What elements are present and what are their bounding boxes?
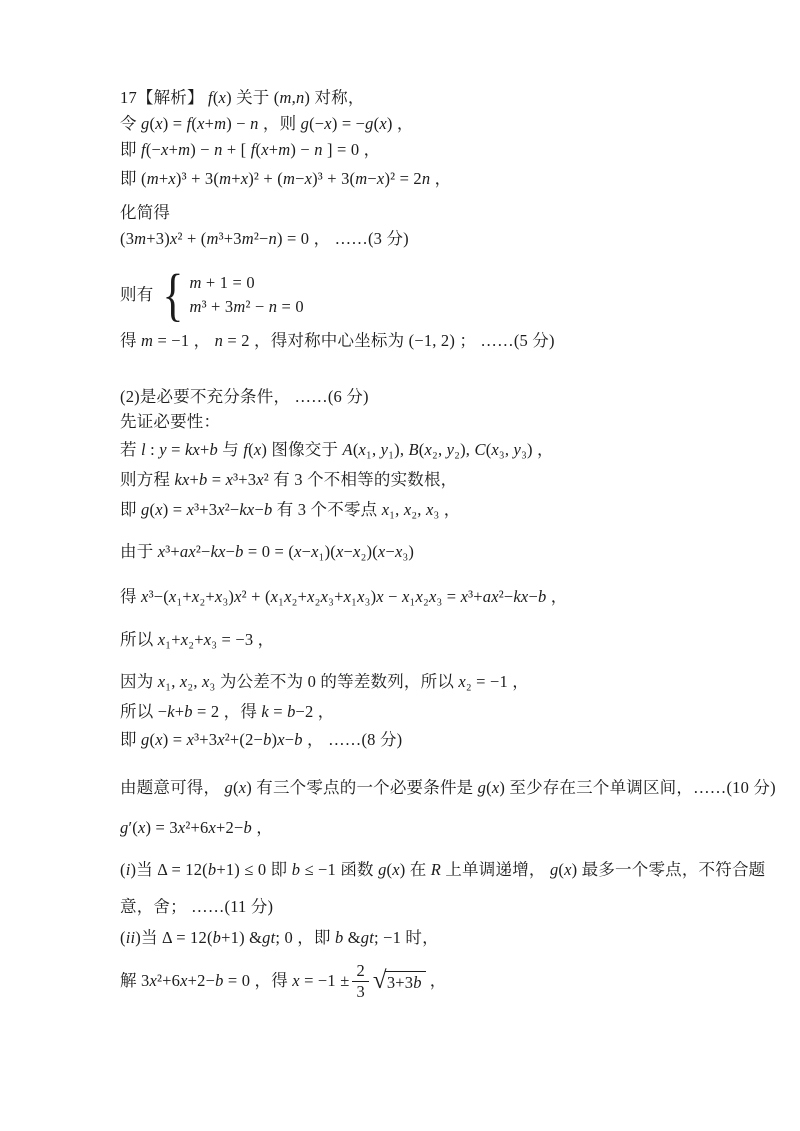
- solution-line: 若 l : y = kx+b 与 f(x) 图像交于 A(x₁, y₁), B(x₂, y₂), C(x₃, y₃) ，: [120, 440, 554, 459]
- solution-line-score-8: 即 g(x) = x³+3x²+(2−b)x−b ， ……(8 分): [120, 730, 403, 749]
- solution-line: 所以 x₁+x₂+x₃ = −3 ，: [120, 630, 275, 649]
- solution-line: 即 g(x) = x³+3x²−kx−b 有 3 个不零点 x₁, x₂, x₃ ，: [120, 500, 461, 519]
- left-brace-glyph: {: [162, 261, 184, 327]
- solution-line: 得 x³−(x₁+x₂+x₃)x² + (x₁x₂+x₂x₃+x₁x₃)x − x₁x₂x₃ = x³+ax²−kx−b ，: [120, 587, 568, 606]
- equation-system-stack: [189, 274, 303, 316]
- solution-line: 化简得: [120, 203, 171, 222]
- solution-line-score-5: 得 m = −1 ， n = 2 ，得对称中心坐标为 (−1, 2) ； ……(5 分): [120, 331, 555, 350]
- final-equation-lead: 解 3x²+6x+2−b = 0 ，得 x = −1 ±: [120, 970, 350, 990]
- solution-line: 则方程 kx+b = x³+3x² 有 3 个不相等的实数根，: [120, 470, 458, 489]
- equation-system: [120, 262, 304, 328]
- solution-line: 先证必要性：: [120, 412, 221, 431]
- solution-line-derivative: g′(x) = 3x²+6x+2−b ，: [120, 818, 273, 837]
- final-equation-tail: ，: [429, 970, 447, 990]
- solution-line: 即 (m+x)³ + 3(m+x)² + (m−x)³ + 3(m−x)² = 2n ，: [120, 169, 452, 188]
- square-root: [372, 966, 426, 994]
- radicand: 3+3b: [385, 971, 426, 992]
- fraction: [352, 962, 368, 1000]
- solution-line: 即 f(−x+m) − n + [ f(x+m) − n ] = 0 ，: [120, 140, 381, 159]
- solution-line: 所以 −k+b = 2 ，得 k = b−2 ，: [120, 702, 335, 721]
- equation-system-prefix: 则有: [120, 284, 154, 304]
- solution-line: 由于 x³+ax²−kx−b = 0 = (x−x₁)(x−x₂)(x−x₃): [120, 542, 415, 561]
- fraction-denominator: 3: [356, 981, 365, 1001]
- radical-sign-glyph: √: [372, 966, 387, 994]
- fraction-numerator: 2: [352, 962, 368, 981]
- solution-line-intro: 17【解析】 f(x) 关于 (m,n) 对称，: [120, 88, 365, 107]
- solution-line: 因为 x₁, x₂, x₃ 为公差不为 0 的等差数列，所以 x₂ = −1 ，: [120, 672, 529, 691]
- solution-line-score-3: (3m+3)x² + (m³+3m²−n) = 0 ， ……(3 分): [120, 229, 409, 248]
- solution-line-case-ii: (ii)当 Δ = 12(b+1) &gt; 0 ，即 b &gt; −1 时，: [120, 928, 439, 947]
- equation-2: m³ + 3m² − n = 0: [189, 297, 304, 316]
- solution-line: 令 g(x) = f(x+m) − n ，则 g(−x) = −g(x) ，: [120, 114, 414, 133]
- solution-line-case-i: (i)当 Δ = 12(b+1) ≤ 0 即 b ≤ −1 函数 g(x) 在 R 上单调递增， g(x) 最多一个零点，不符合题: [120, 860, 766, 879]
- equation-1: m + 1 = 0: [189, 272, 255, 292]
- solution-line-part2: (2)是必要不充分条件， ……(6 分): [120, 387, 369, 406]
- final-equation: [120, 952, 446, 1010]
- solution-line-score-11: 意，舍； ……(11 分): [120, 897, 274, 916]
- solution-line-score-10: 由题意可得， g(x) 有三个零点的一个必要条件是 g(x) 至少存在三个单调区间，……(10 分): [120, 778, 776, 797]
